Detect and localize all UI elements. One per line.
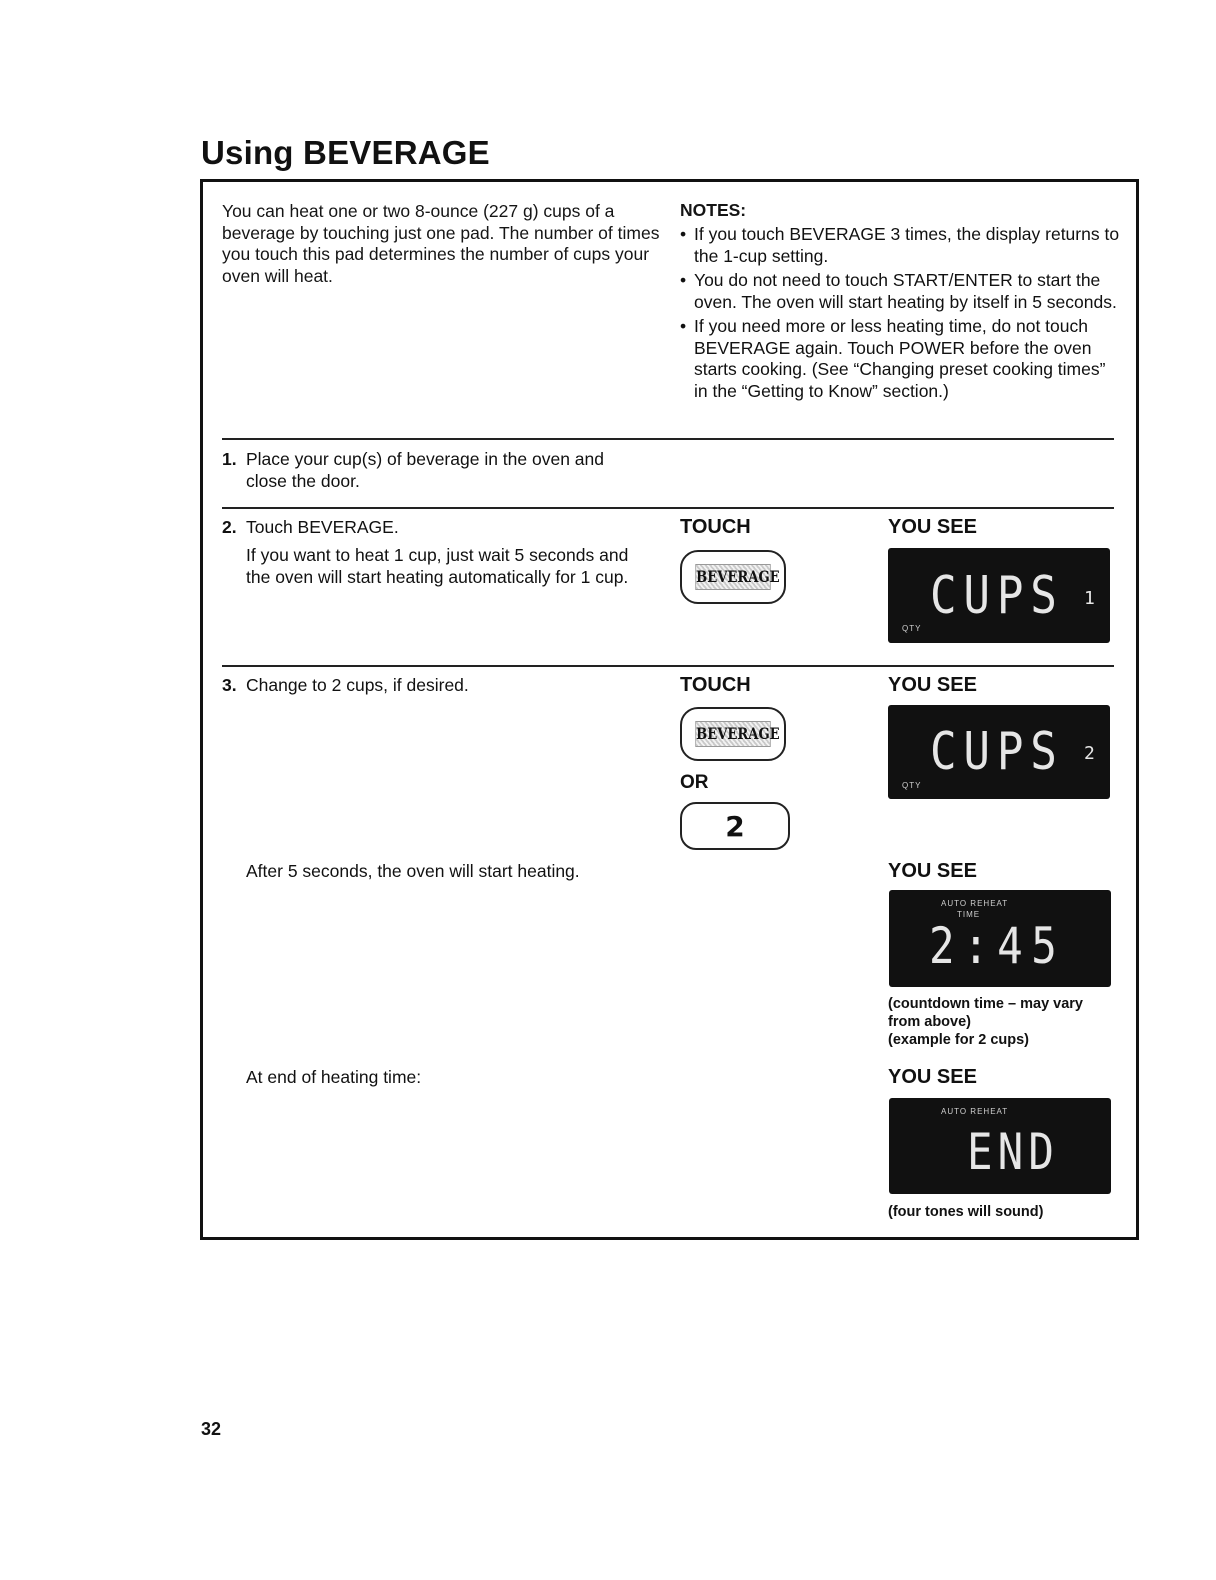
or-label: OR (680, 772, 709, 793)
countdown-caption: (countdown time – may vary from above) (888, 996, 1083, 1030)
display-countdown (889, 890, 1111, 987)
note-item: • If you touch BEVERAGE 3 times, the display returns to the 1-cup setting. (680, 224, 1120, 267)
step-text: Place your cup(s) of beverage in the oven and close the door. (246, 449, 604, 491)
display-1-cup (888, 548, 1110, 643)
step-3-end-of-heating: At end of heating time: (246, 1067, 422, 1087)
display-cup-count: 2 (1084, 743, 1095, 764)
step-number: 1. (222, 449, 237, 469)
beverage-pad[interactable] (680, 550, 786, 604)
display-text: END (967, 1123, 1060, 1181)
you-see-heading: YOU SEE (888, 674, 977, 696)
beverage-pad-label: BEVERAGE (695, 721, 770, 747)
display-auto-reheat-label: AUTO REHEAT (941, 1107, 1009, 1116)
touch-heading: TOUCH (680, 674, 751, 696)
number-2-pad[interactable]: 2 (680, 802, 790, 850)
touch-heading: TOUCH (680, 516, 751, 538)
notes-heading: NOTES: (680, 200, 747, 220)
step-2 (222, 517, 642, 539)
display-text: CUPS (930, 722, 1064, 782)
you-see-heading: YOU SEE (888, 1066, 977, 1088)
intro-paragraph: You can heat one or two 8-ounce (227 g) cups of a beverage by touching just one pad. The number of times you touch this pad determines the number of cups your oven will heat. (222, 201, 660, 286)
display-cup-count: 1 (1084, 588, 1095, 609)
step-3-after-5-seconds: After 5 seconds, the oven will start heating. (246, 861, 580, 881)
display-text: CUPS (930, 566, 1064, 626)
note-item: • You do not need to touch START/ENTER to start the oven. The oven will start heating by itself in 5 seconds. (680, 270, 1120, 313)
you-see-heading: YOU SEE (888, 516, 977, 538)
step-number: 2. (222, 517, 237, 537)
divider (222, 665, 1114, 667)
display-time-label: TIME (957, 910, 981, 919)
page-number: 32 (201, 1419, 222, 1439)
notes-list (680, 224, 1120, 405)
tones-caption: (four tones will sound) (888, 1204, 1044, 1220)
beverage-pad-label: BEVERAGE (695, 564, 770, 590)
display-end (889, 1098, 1111, 1194)
beverage-pad[interactable] (680, 707, 786, 761)
divider (222, 507, 1114, 509)
you-see-heading: YOU SEE (888, 860, 977, 882)
display-qty-label: QTY (902, 624, 922, 633)
display-text: 2:45 (929, 917, 1066, 975)
step-number: 3. (222, 675, 237, 695)
step-text: Touch BEVERAGE. (246, 517, 399, 537)
divider (222, 438, 1114, 440)
step-3 (222, 675, 642, 697)
step-text: Change to 2 cups, if desired. (246, 675, 469, 695)
step-2-detail: If you want to heat 1 cup, just wait 5 seconds and the oven will start heating automatically for 1 cup. (246, 545, 629, 587)
display-auto-reheat-label: AUTO REHEAT (941, 899, 1009, 908)
display-2-cups (888, 705, 1110, 799)
example-caption: (example for 2 cups) (888, 1032, 1030, 1048)
display-qty-label: QTY (902, 781, 922, 790)
note-item: • If you need more or less heating time, do not touch BEVERAGE again. Touch POWER before the oven starts cooking. (See “Changing preset cooking times” in the “Getting to Know” section.) (680, 316, 1120, 402)
page-title: Using BEVERAGE (201, 134, 490, 171)
step-1 (222, 449, 642, 492)
